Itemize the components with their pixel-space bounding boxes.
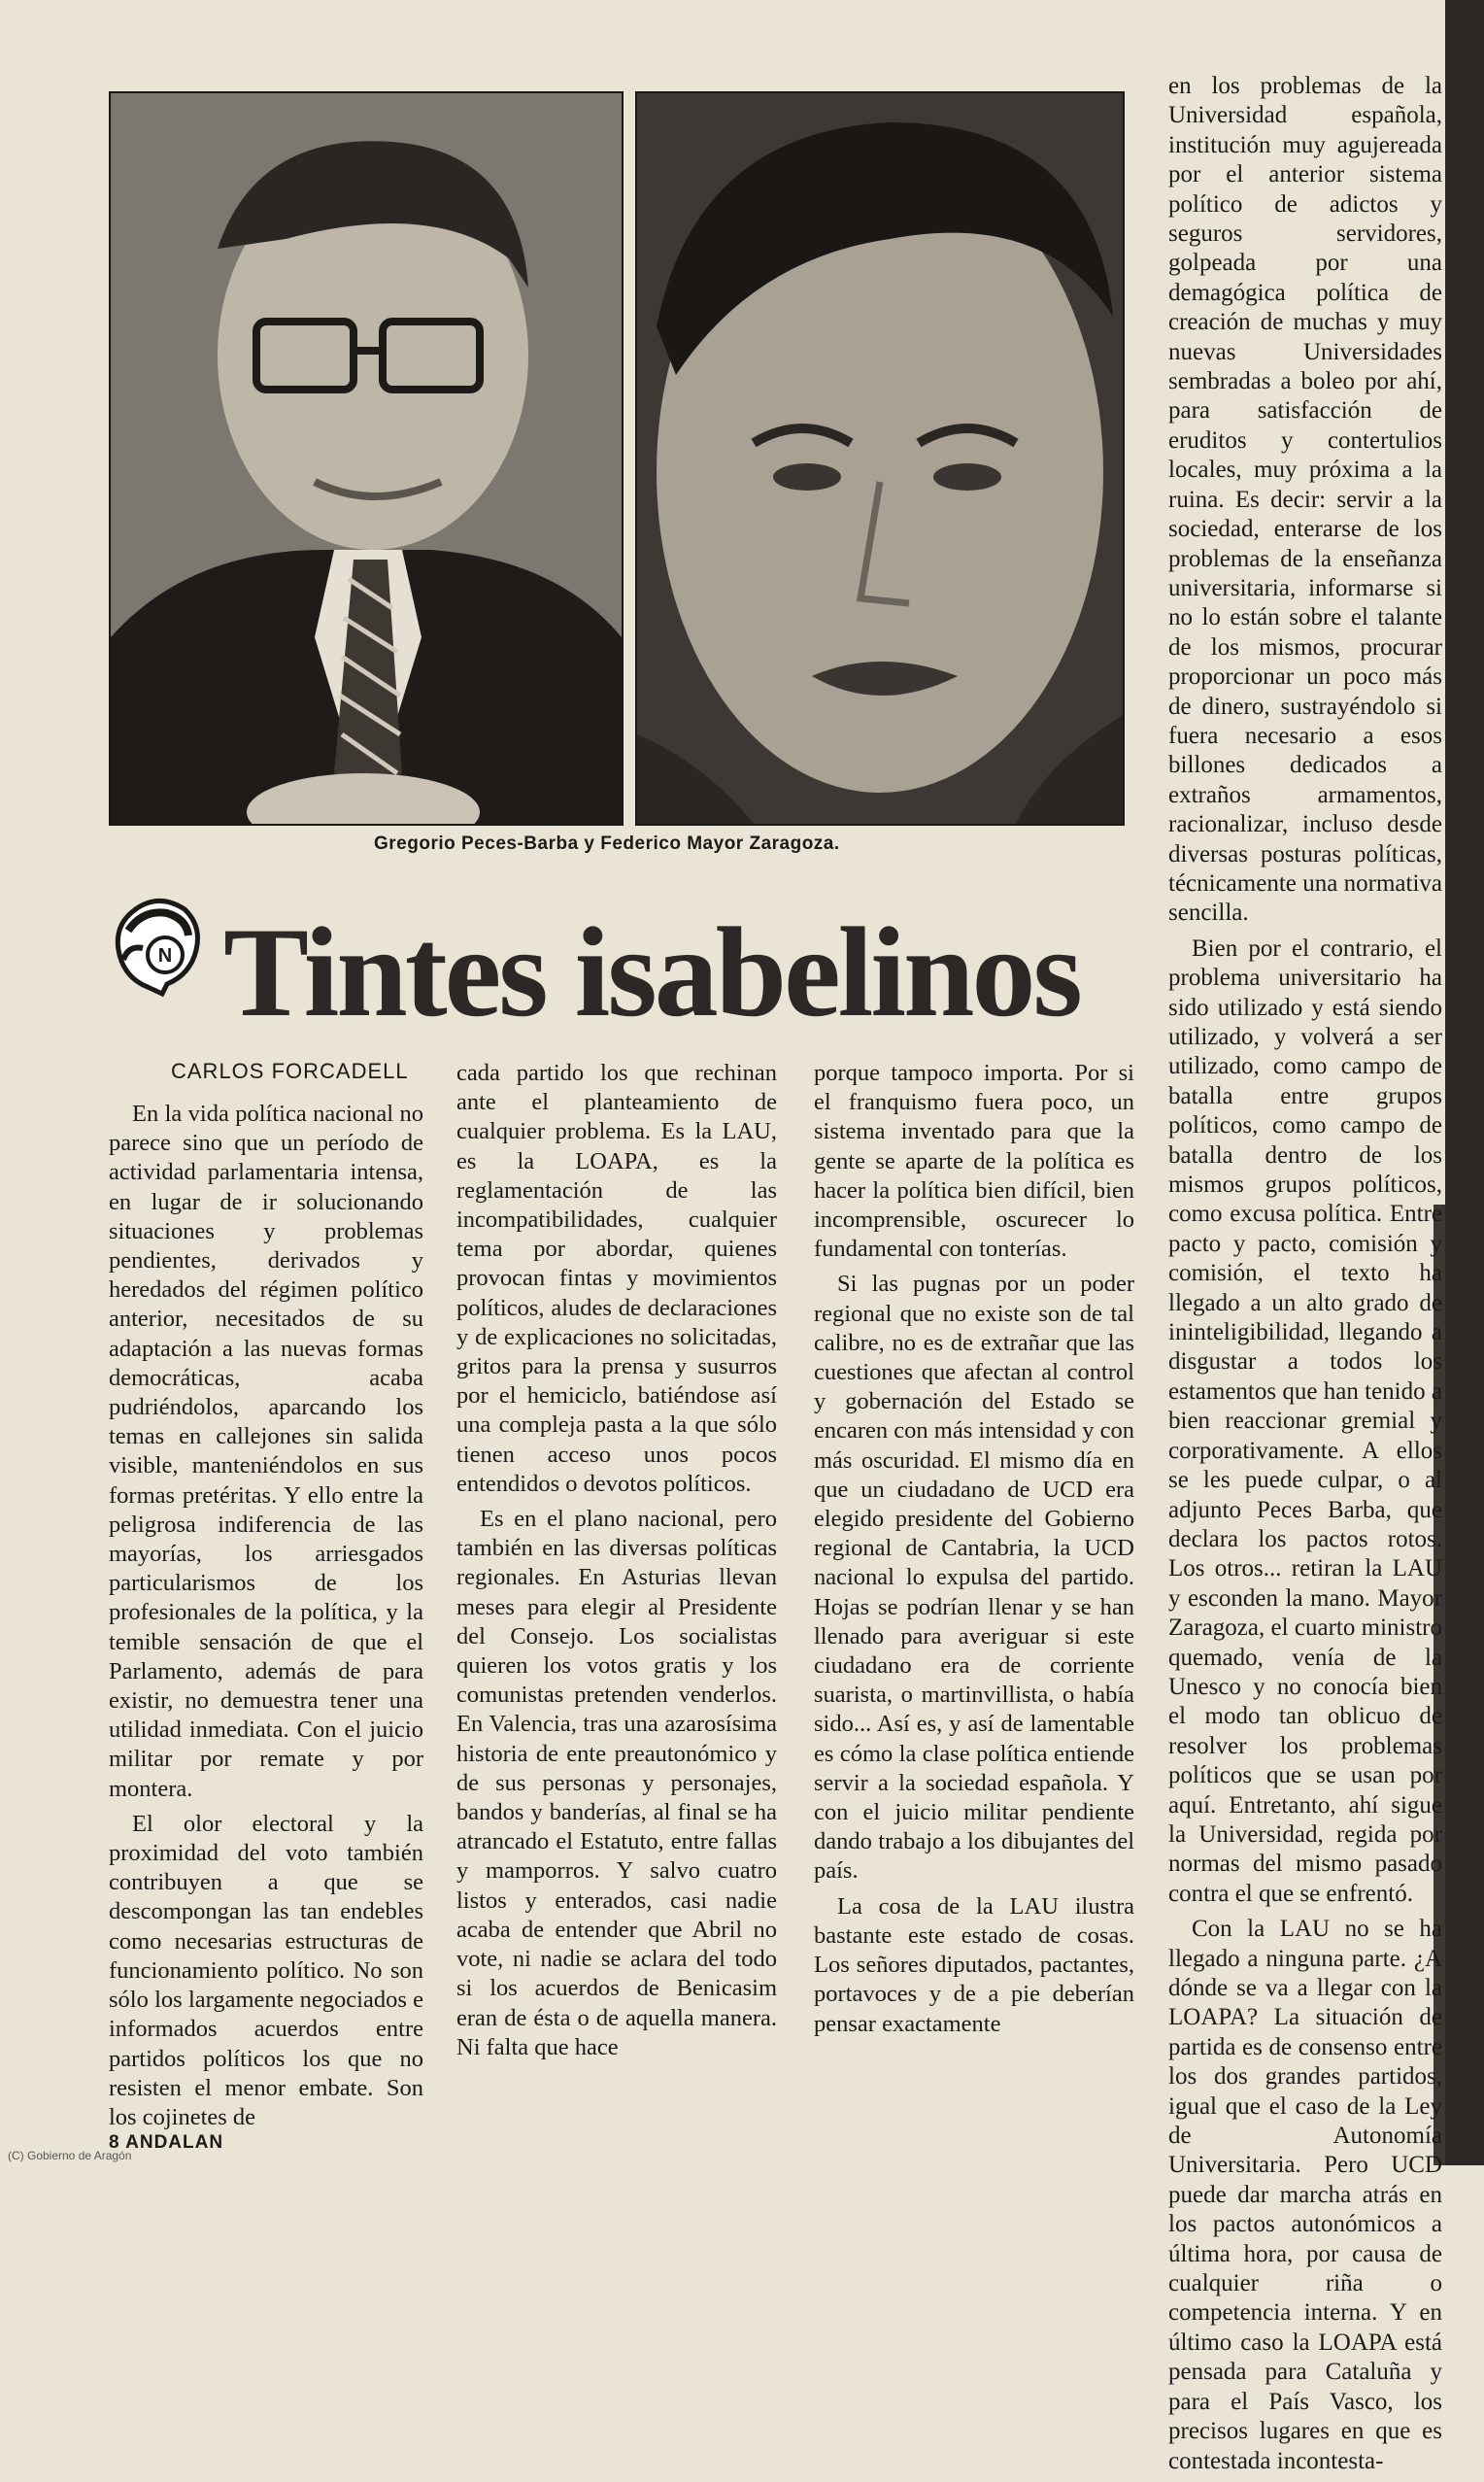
headline: Tintes isabelinos [223,901,1080,1043]
col3-paragraph-2: Si las pugnas por un poder regional que no existe son de tal calibre, no es de extrañar que las cuestiones que afectan al control y gobernación del Estado se encaren con más intensidad y con más oscuridad. El mismo día en que un ciudadano de UCD era elegido presidente del Gobierno regional de Cantabria, la UCD nacional lo expulsa del partido. Hojas se podrían llenar y se han llenado para averiguar si este ciudadano era de corriente suarista, o martinvillista, o había sido... Así es, y así de lamentable es cómo la clase política entiende servir a la sociedad española. Y con el juicio militar pendiente dando trabajo a los dibujantes del país. [814,1271,1134,1885]
column-3 [814,1059,1134,2045]
photo-peces-barba [109,91,624,826]
col2-paragraph-2: Es en el plano nacional, pero también en las diversas políticas regionales. En Asturias llevan meses para elegir al Presidente del Consejo. Los socialistas quieren los votos gratis y los comunistas pretenden venderlos. En Valencia, tras una azarosísima historia de ente preautonómico y de sus personas y personajes, bandos y banderías, al final se ha atrancado el Estatuto, entre fallas y mamporros. Y salvo cuatro listos y enterados, casi nadie acaba de entender que Abril no vote, ni nadie se aclara del todo si los acuerdos de Benicasim eran de ésta o de aquella manera. Ni falta que hace [456,1506,777,2060]
col4-paragraph-1: en los problemas de la Universidad española, institución muy agujereada por el anterior sistema político de adictos y seguros servidores, golpeada por una demagógica política de creación de muchas y muy nuevas Universidades sembradas a boleo por ahí, para satisfacción de eruditos y contertulios locales, muy próxima a la ruina. Es decir: servir a la sociedad, enterarse de los problemas de la enseñanza universitaria, informarse si no lo están sobre el talante de los mismos, procurar proporcionar un poco más de dinero, sustrayéndolo si fuera necesario a esos billones dedicados a extraños armamentos, racionalizar, incluso desde diversas posturas políticas, técnicamente una normativa sencilla. [1168,73,1442,927]
portrait-right-icon [637,93,1123,824]
col4-paragraph-2: Bien por el contrario, el problema universitario ha sido utilizado y está siendo utilizado, y volverá a ser utilizado, como campo de batalla entre grupos políticos, como campo de batalla dentro de los mismos grupos políticos, como excusa política. Entre pacto y pacto, comisión y comisión, el texto ha llegado a un alto grado de ininteligibilidad, llegando a disgustar a todos los estamentos que han tenido a bien reaccionar gremial y corporativamente. A ellos se les puede culpar, o al adjunto Peces Barba, que declara los pactos rotos. Los otros... retiran la LAU y esconden la mano. Mayor Zaragoza, el cuarto ministro quemado, venía de la Unesco y no conocía bien el modo tan oblicuo de resolver los problemas políticos que se usan por aquí. Entretanto, ahí sigue la Universidad, regida por normas del mismo pasado contra el que se enfrentó. [1168,935,1442,1907]
portrait-left-icon [111,93,622,824]
column-1 [109,1100,423,2138]
column-4 [1168,72,1442,2482]
col1-paragraph-1: En la vida política nacional no parece sino que un período de actividad parlamentaria intensa, en lugar de ir solucionando situaciones y problemas pendientes, derivados y heredados del régimen político anterior, necesitados de su adaptación a las nuevas formas democráticas, acaba pudriéndolos, aparcando los temas en callejones sin salida visible, manteniéndolos en sus formas pretéritas. Y ello entre la peligrosa indiferencia de las mayorías, los arriesgados particularismos de los profesionales de la política, y la temible sensación de que el Parlamento, además de para existir, no demuestra tener una utilidad inmediata. Con el juicio militar por remate y por montera. [109,1101,423,1802]
photo-mayor-zaragoza [635,91,1125,826]
col3-paragraph-1: porque tampoco importa. Por si el franquismo fuera poco, un sistema inventado para que la gente se aparte de la política es hacer la política bien difícil, bien incomprensible, oscurecer lo fundamental con tonterías. [814,1060,1134,1263]
column-2 [456,1059,777,2068]
col1-paragraph-2: El olor electoral y la proximidad del voto también contribuyen a que se descompongan las tan endebles como necesarias estructuras de funcionamiento político. No son sólo los largamente negociados e informados acuerdos entre partidos políticos los que no resisten el menor embate. Son los cojinetes de [109,1810,423,2130]
andalan-logo-icon [109,892,206,999]
watermark: (C) Gobierno de Aragón [8,2149,132,2162]
col2-paragraph-1: cada partido los que rechinan ante el planteamiento de cualquier problema. Es la LAU, es la LOAPA, es la reglamentación de las incompatibilidades, cualquier tema por abordar, quienes provocan fintas y movimientos políticos, aludes de declaraciones y de explicaciones no solicitadas, gritos para la prensa y susurros por el hemiciclo, batiéndose así una compleja pasta a la que sólo tienen acceso unos pocos entendidos o devotos políticos. [456,1060,777,1497]
col3-paragraph-3: La cosa de la LAU ilustra bastante este estado de cosas. Los señores diputados, pactantes, portavoces y de a pie deberían pensar exactamente [814,1892,1134,2037]
page-edge [1445,0,1484,2165]
byline: CARLOS FORCADELL [171,1059,409,1083]
logo-letter: N [157,945,173,967]
photo-caption: Gregorio Peces-Barba y Federico Mayor Zaragoza. [374,833,840,854]
col4-paragraph-3: Con la LAU no se ha llegado a ninguna parte. ¿A dónde se va a llegar con la LOAPA? La situación de partida es de consenso entre los dos grandes partidos, igual que el caso de la Ley de Autonomía Universitaria. Pero UCD puede dar marcha atrás en los pactos autonómicos a última hora, por causa de cualquier riña o competencia interna. Y en último caso la LOAPA está pensada para Cataluña y para el País Vasco, los precisos lugares en que es contestada incontesta- [1168,1916,1442,2474]
page-footer: 8 ANDALAN [109,2132,224,2153]
andalan-logo [109,892,206,999]
